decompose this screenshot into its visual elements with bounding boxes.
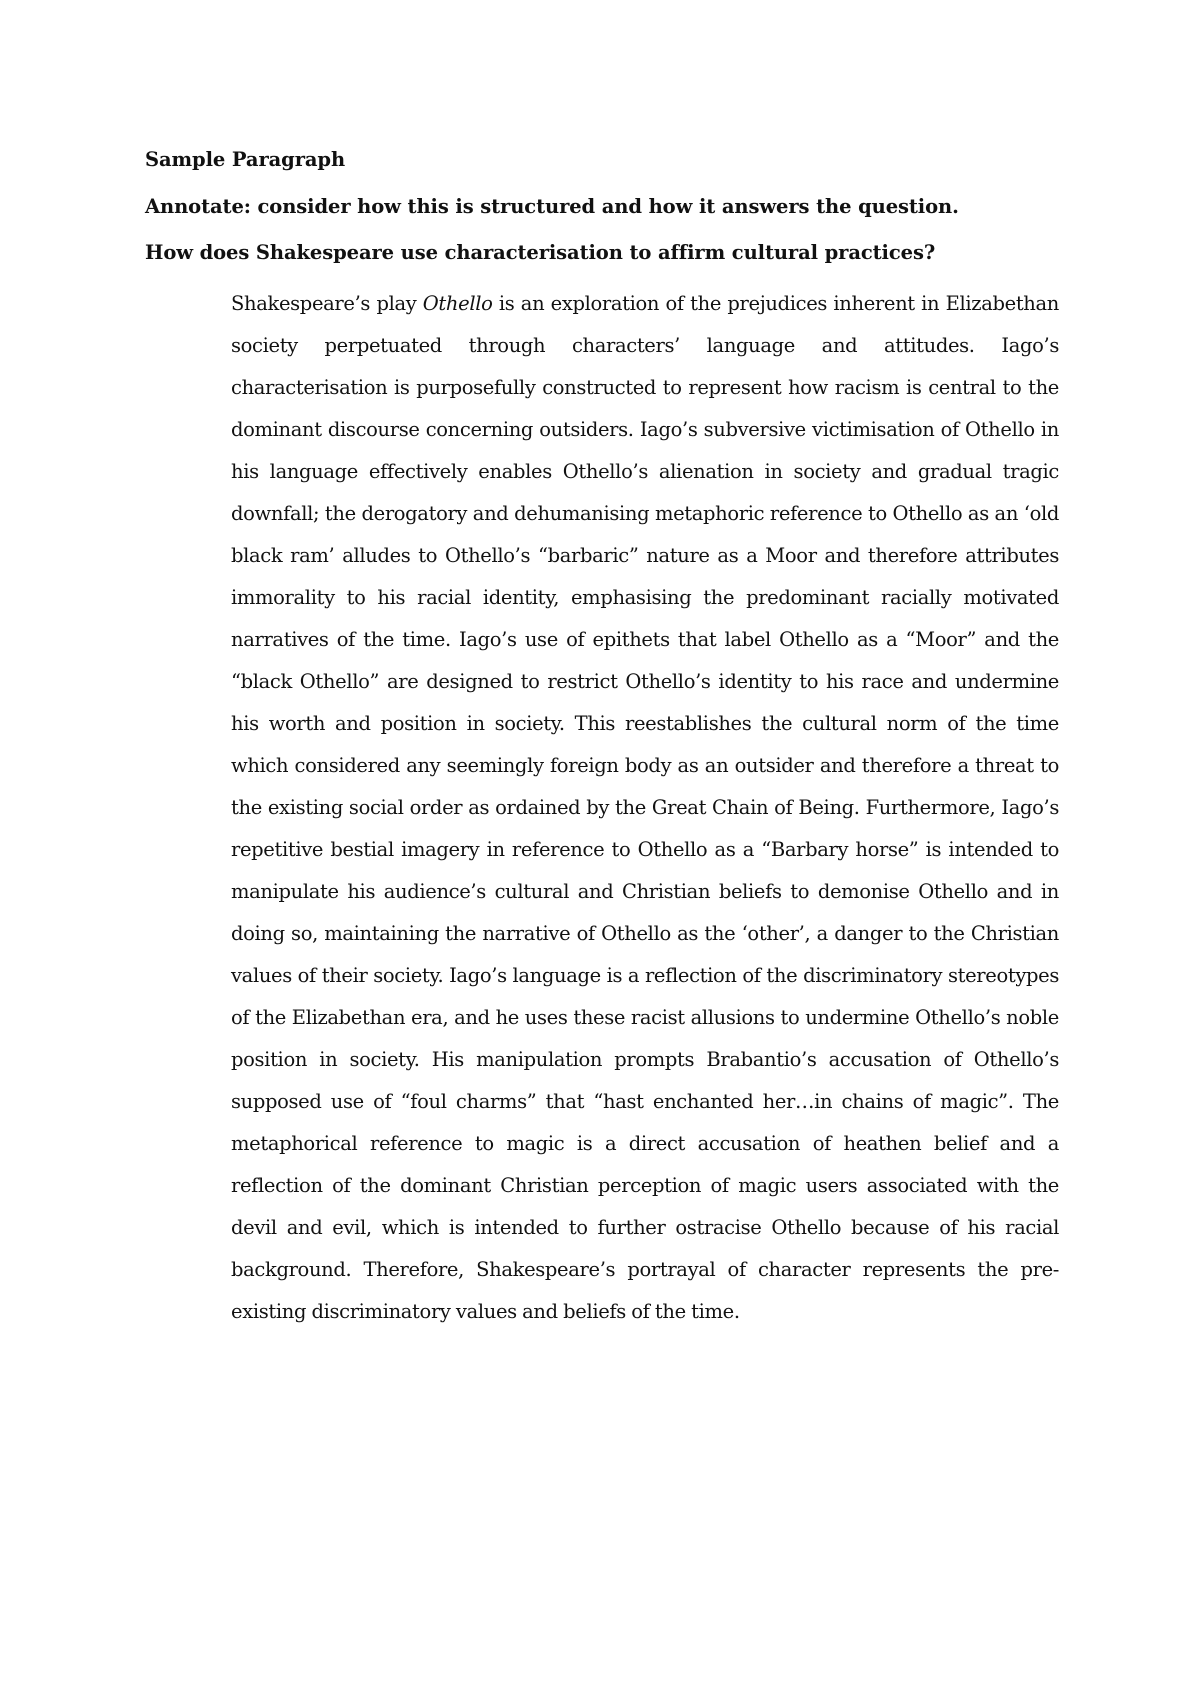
- essay-question: How does Shakespeare use characterisation to affirm cultural practices?: [145, 241, 936, 264]
- annotation-instruction: Annotate: consider how this is structured and how it answers the question.: [145, 195, 959, 218]
- play-title: Othello: [422, 292, 493, 315]
- paragraph-opening: Shakespeare’s play: [231, 292, 423, 315]
- paragraph-body: is an exploration of the prejudices inherent in Elizabethan society perpetuated through characters’ language and attitudes. Iago’s characterisation is purposefully constructed to represent how racism is central to the dominant discourse concerning outsiders. Iago’s subversive victimisation of Othello in his language effectively enables Othello’s alienation in society and gradual tragic downfall; the derogatory and dehumanising metaphoric reference to Othello as an ‘old black ram’ alludes to Othello’s “barbaric” nature as a Moor and therefore attributes immorality to his racial identity, emphasising the predominant racially motivated narratives of the time. Iago’s use of epithets that label Othello as a “Moor” and the “black Othello” are designed to restrict Othello’s identity to his race and undermine his worth and position in society. This reestablishes the cultural norm of the time which considered any seemingly foreign body as an outsider and therefore a threat to the existing social order as ordained by the Great Chain of Being. Furthermore, Iago’s repetitive bestial imagery in reference to Othello as a “Barbary horse” is intended to manipulate his audience’s cultural and Christian beliefs to demonise Othello and in doing so, maintaining the narrative of Othello as the ‘other’, a danger to the Christian values of their society. Iago’s language is a reflection of the discriminatory stereotypes of the Elizabethan era, and he uses these racist allusions to undermine Othello’s noble position in society. His manipulation prompts Brabantio’s accusation of Othello’s supposed use of “foul charms” that “hast enchanted her…in chains of magic”. The metaphorical reference to magic is a direct accusation of heathen belief and a reflection of the dominant Christian perception of magic users associated with the devil and evil, which is intended to further ostracise Othello because of his racial background. Therefore, Shakespeare’s portrayal of character represents the pre-existing discriminatory values and beliefs of the time.: [231, 292, 1059, 1323]
- document-title: Sample Paragraph: [145, 148, 346, 171]
- sample-paragraph: [231, 283, 1059, 1333]
